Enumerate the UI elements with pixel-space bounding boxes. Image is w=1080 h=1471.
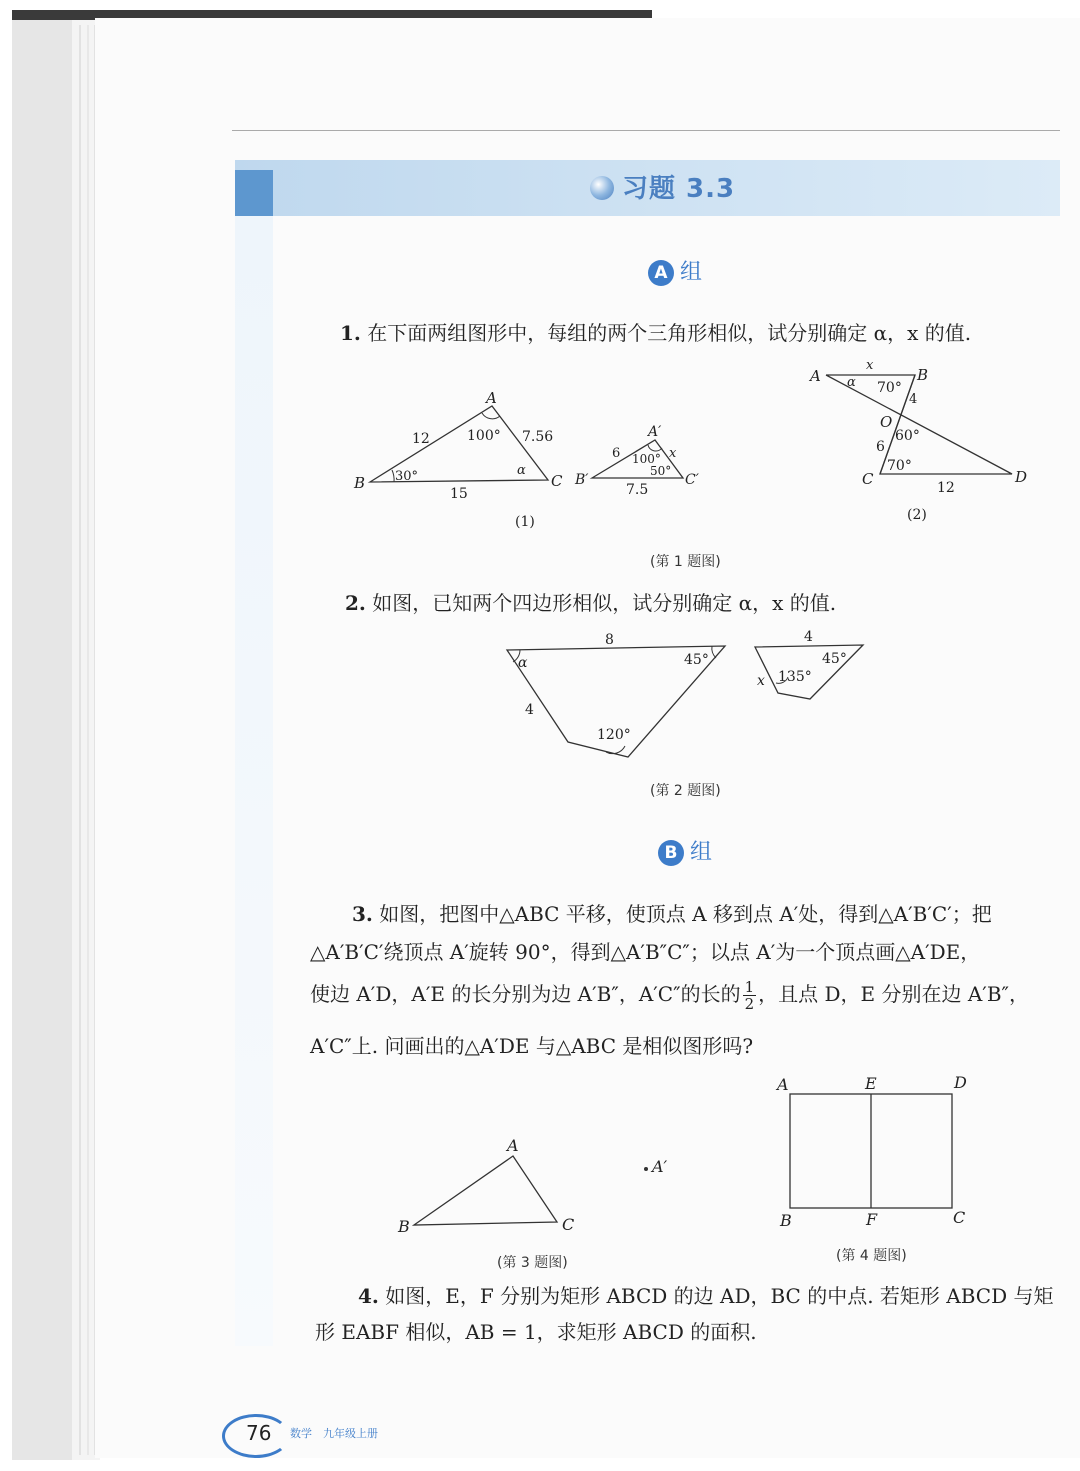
question-4-line-1-text: 如图，E，F 分别为矩形 ABCD 的边 AD，BC 的中点. 若矩形 ABCD 与矩 (385, 1284, 1054, 1308)
fig4-label-c: C (953, 1208, 966, 1227)
subfig-1-label: (1) (515, 514, 535, 530)
small-x: x (757, 673, 765, 689)
group-b-badge: B (658, 840, 684, 866)
fig4-label-b: B (780, 1211, 792, 1230)
label-b-prime: B′ (575, 472, 589, 488)
label-c-prime: C′ (685, 472, 699, 488)
angle-50: 50° (650, 464, 672, 478)
subfig-2-label: (2) (907, 507, 927, 523)
question-2-number: 2. (345, 591, 366, 615)
side-4: 4 (909, 392, 918, 407)
fig4-label-a: A (777, 1075, 789, 1094)
triangle-abc-3 (414, 1156, 557, 1225)
angle-alpha2: α (847, 375, 856, 390)
side-12: 12 (412, 431, 430, 447)
fig3-label-b: B (398, 1217, 410, 1236)
angle-alpha: α (517, 463, 526, 478)
side-6: 6 (612, 446, 621, 461)
label-a: A (486, 389, 497, 407)
question-1-text: 在下面两组图形中，每组的两个三角形相似，试分别确定 α，x 的值. (367, 321, 972, 345)
question-3-line-1-text: 如图，把图中△ABC 平移，使顶点 A 移到点 A′处，得到△A′B′C′；把 (379, 902, 992, 926)
fig3-label-a-prime: A′ (652, 1157, 668, 1176)
fig4-label-d: D (954, 1073, 967, 1092)
side-6-2: 6 (876, 439, 885, 455)
fig3-label-a: A (507, 1136, 519, 1155)
angle-100: 100° (467, 428, 501, 444)
side-x2: x (866, 358, 874, 373)
figure-4-caption: (第 4 题图) (836, 1248, 907, 1264)
side-7-5: 7.5 (626, 482, 649, 498)
label-c: C (551, 472, 563, 490)
figure-1-caption: (第 1 题图) (650, 554, 721, 570)
book-title-footer: 数学 九年级上册 (290, 1427, 378, 1440)
big-side-8: 8 (605, 632, 614, 648)
figure-3-caption: (第 3 题图) (497, 1255, 568, 1271)
group-a-label: 组 (680, 260, 703, 285)
big-alpha: α (518, 655, 528, 671)
side-7-56: 7.56 (522, 429, 554, 445)
fraction-denominator: 2 (744, 995, 755, 1013)
angle-70-top: 70° (877, 380, 902, 396)
big-angle-120: 120° (597, 727, 631, 743)
label-b: B (354, 474, 366, 492)
angle-30: 30° (395, 469, 419, 484)
label-a2: A (810, 367, 821, 385)
fraction-numerator: 1 (744, 978, 755, 996)
side-12-2: 12 (937, 480, 955, 496)
label-d2: D (1015, 468, 1028, 486)
label-o: O (880, 413, 893, 431)
group-b-label: 组 (690, 840, 713, 865)
question-1-number: 1. (340, 321, 361, 345)
page-number: 76 (246, 1421, 272, 1445)
small-side-4: 4 (804, 629, 813, 645)
group-a-badge: A (648, 260, 674, 286)
fig3-label-c: C (562, 1215, 575, 1234)
question-3-line-3-a: 使边 A′D，A′E 的长分别为边 A′B″，A′C″的长的 (310, 982, 741, 1006)
fig4-label-f: F (866, 1210, 878, 1229)
side-x: x (669, 446, 677, 461)
question-4-number: 4. (358, 1284, 379, 1308)
angle-100-prime: 100° (632, 452, 661, 466)
question-3-line-2: △A′B′C′绕顶点 A′旋转 90°，得到△A′B″C″；以点 A′为一个顶点画△A′DE， (310, 940, 981, 964)
label-a-prime: A′ (648, 424, 662, 440)
big-angle-45: 45° (684, 652, 709, 668)
big-side-4: 4 (525, 702, 534, 718)
figure-2-caption: (第 2 题图) (650, 783, 721, 799)
label-c2: C (862, 470, 874, 488)
point-a-prime (644, 1167, 648, 1171)
angle-60: 60° (895, 428, 920, 444)
side-15: 15 (450, 486, 468, 502)
exercise-title-text: 习题 3.3 (622, 174, 736, 204)
question-4-line-2: 形 EABF 相似，AB = 1，求矩形 ABCD 的面积. (315, 1320, 757, 1344)
label-b2: B (917, 366, 929, 384)
question-3-number: 3. (352, 902, 373, 926)
question-4-line-1 (358, 1280, 1054, 1309)
small-angle-135: 135° (778, 669, 812, 685)
question-3-line-4: A′C″上. 问画出的△A′DE 与△ABC 是相似图形吗? (310, 1034, 754, 1058)
angle-70-bottom: 70° (887, 458, 912, 474)
question-2-text: 如图，已知两个四边形相似，试分别确定 α，x 的值. (372, 591, 837, 615)
fig4-label-e: E (865, 1074, 877, 1093)
question-3-line-3-b: ，且点 D，E 分别在边 A′B″， (758, 982, 1029, 1006)
small-angle-45: 45° (822, 651, 847, 667)
